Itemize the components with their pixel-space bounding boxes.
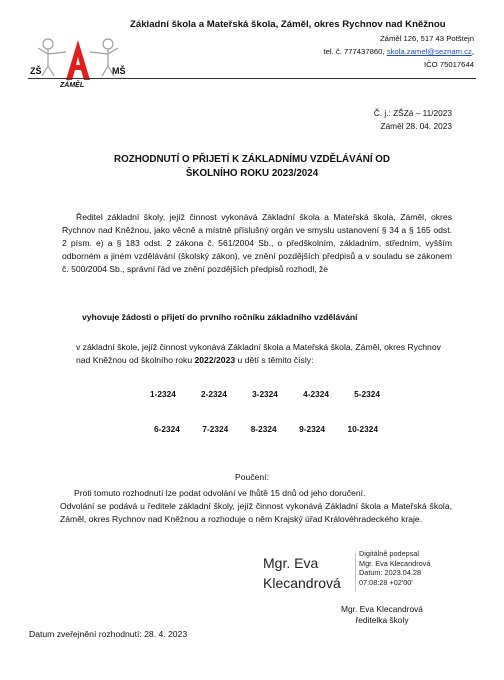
signature-name-line-2: Klecandrová [263, 575, 341, 591]
school-logo [22, 30, 134, 100]
code-item: 4-2324 [303, 389, 329, 399]
title-line-2: ŠKOLNÍHO ROKU 2023/2024 [185, 168, 319, 179]
contact-line [323, 47, 474, 56]
code-item: 5-2324 [354, 389, 380, 399]
reference-number: Č. j.: ZŠZá – 11/2023 [373, 108, 452, 118]
digital-signature-time: 07:08:28 +02'00' [359, 577, 413, 587]
code-row-1 [150, 389, 380, 399]
signer-block [322, 604, 442, 626]
digital-signature-date: Datum: 2023.04.28 [359, 568, 422, 577]
instruction-first-line: Proti tomuto rozhodnutí lze podat odvolání ve lhůtě 15 dnů od jeho doručení. [74, 488, 366, 498]
logo-bottom-text: ZÁMĚL [60, 82, 85, 89]
instruction-text [60, 487, 452, 526]
digital-signature-block [359, 549, 430, 587]
ico-text: IČO 75017644 [423, 60, 474, 69]
code-item: 7-2324 [202, 424, 229, 434]
code-item: 8-2324 [250, 424, 277, 434]
code-item: 1-2324 [150, 389, 176, 399]
header-divider [28, 78, 476, 79]
signature-divider [355, 553, 356, 592]
phone-text: tel. č. 777437860, [323, 47, 385, 56]
code-item: 3-2324 [252, 389, 278, 399]
signature-name-line-1: Mgr. Eva [263, 555, 319, 571]
instruction-rest: Odvolání se podává u ředitele základní školy, jejíž činnost vykonává Základní škola a Mateřská škola, Záměl, okres Rychnov nad Kněžnou a rozhoduje o něm Krajský úřad Královéhradeckého kraje. [60, 501, 452, 524]
signer-name: Mgr. Eva Klecandrová [341, 604, 423, 614]
school-paragraph-pre: v základní škole, jejíž činnost vykonává Základní škola a Mateřská škola, Záměl, okres Rychnov nad Kněžnou od školního roku [76, 342, 441, 365]
email-trailing: , [471, 47, 474, 56]
place-date: Záměl 28. 04. 2023 [380, 121, 452, 131]
logo-graphic [22, 30, 134, 100]
school-year: 2022/2023 [194, 355, 236, 365]
intro-paragraph: Ředitel základní školy, jejíž činnost vykonává Základní škola a Mateřská škola, Záměl, okres Rychnov nad Kněžnou, jako věcně a místně příslušný orgán ve smyslu ustanovení § 34 a § 165 odst. 2 písm. e) a § 183 odst. 2 zákona č. 561/2004 Sb., o předškolním, základním, středním, vyšším odborném a jiném vzdělávání (školský zákon), ve znění pozdějších předpisů a v souladu se zákonem č. 500/2004 Sb., správní řád ve znění pozdějších předpisů rozhodl, že [62, 212, 452, 274]
instruction-heading: Poučení: [235, 472, 269, 482]
school-paragraph [76, 341, 456, 367]
digital-signature-name: Mgr. Eva Klecandrová [359, 558, 431, 568]
school-paragraph-post: u dětí s těmito čísly: [235, 355, 314, 365]
digital-signature-label: Digitálně podepsal [359, 549, 420, 558]
logo-right-text: MŠ [112, 66, 126, 76]
signer-role: ředitelka školy [355, 615, 409, 625]
code-row-2 [154, 424, 378, 434]
decision-statement: vyhovuje žádosti o přijetí do prvního ročníku základního vzdělávání [82, 312, 358, 322]
title-line-1: ROZHODNUTÍ O PŘIJETÍ K ZÁKLADNÍMU VZDĚLÁVÁNÍ OD [114, 154, 390, 165]
email-link[interactable]: skola.zamel@seznam.cz [386, 47, 472, 56]
publication-date: Datum zveřejnění rozhodnutí: 28. 4. 2023 [29, 629, 188, 639]
school-name: Základní škola a Mateřská škola, Záměl, okres Rychnov nad Kněžnou [130, 19, 446, 30]
logo-left-text: ZŠ [30, 66, 42, 76]
school-address: Záměl 126, 517 43 Potštejn [379, 34, 474, 43]
code-item: 6-2324 [154, 424, 180, 434]
code-item: 10-2324 [347, 424, 378, 434]
code-item: 9-2324 [299, 424, 325, 434]
code-item: 2-2324 [201, 389, 227, 399]
